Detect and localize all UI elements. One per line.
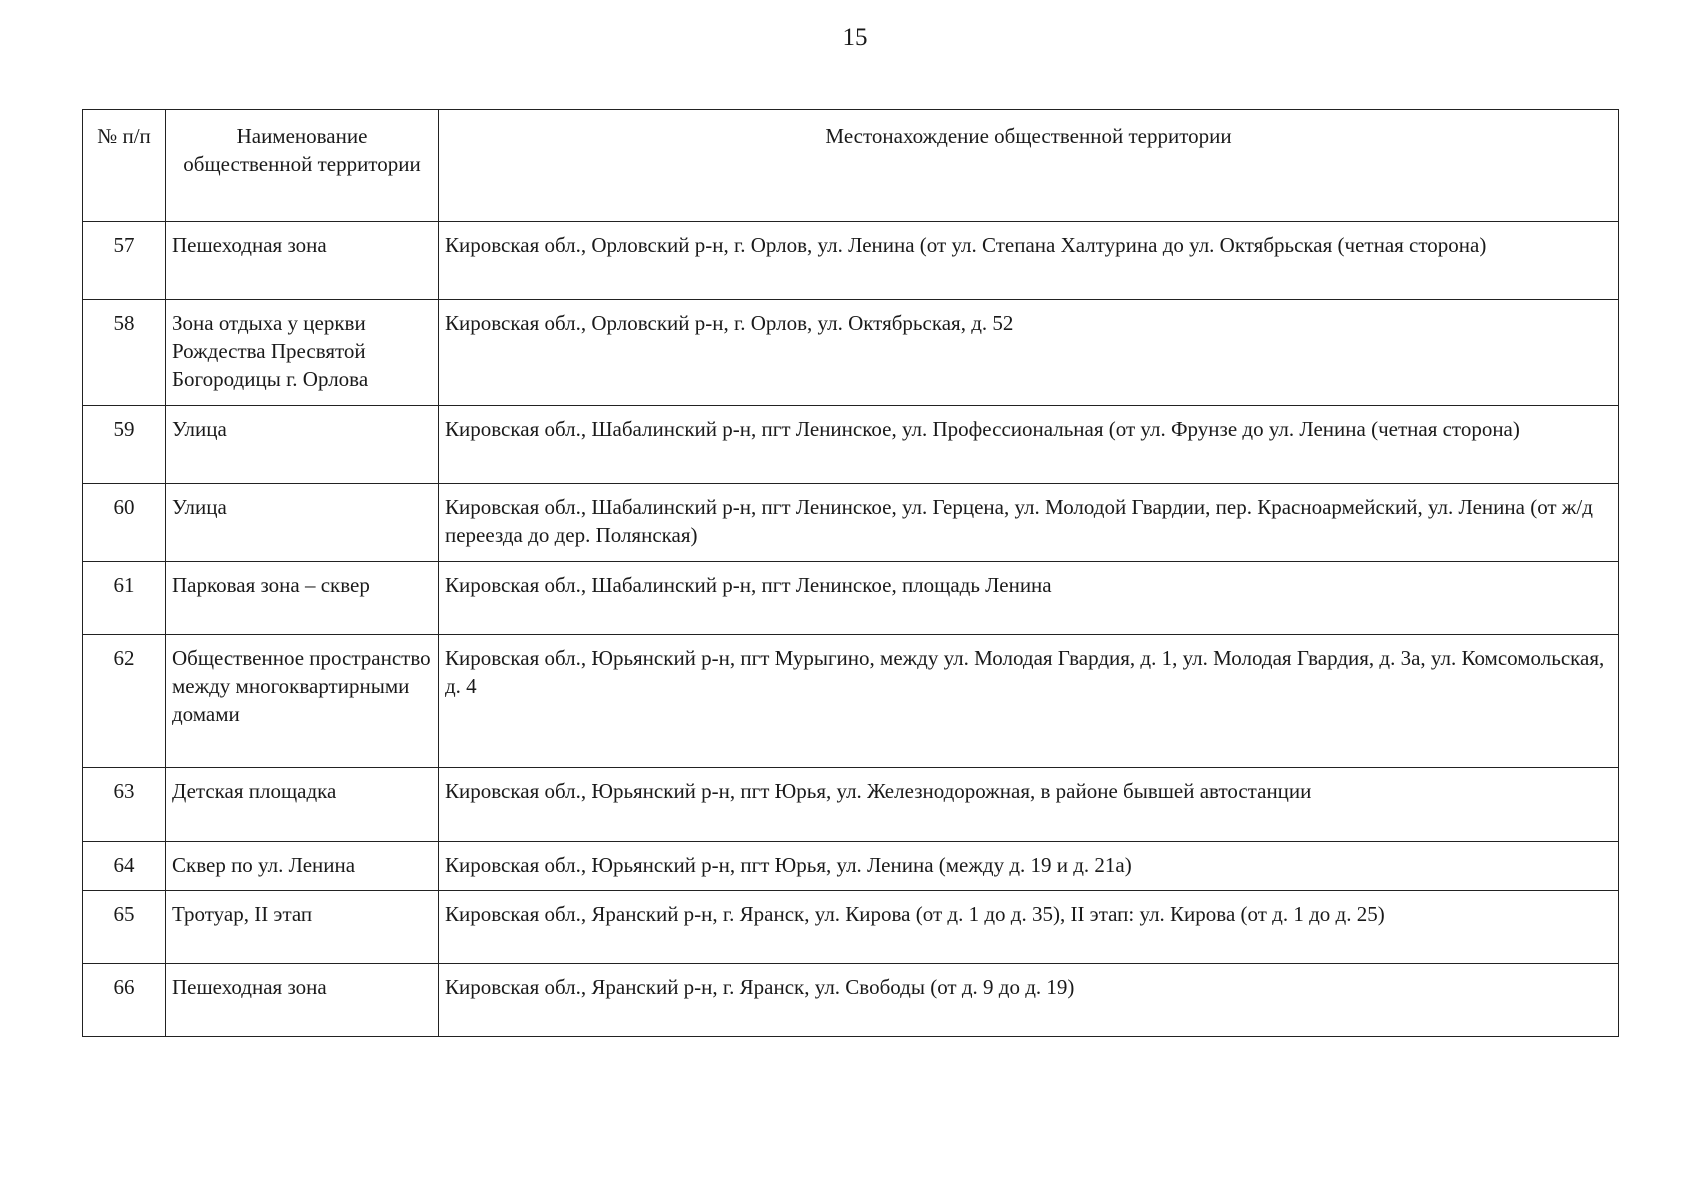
header-num: № п/п	[83, 110, 166, 222]
row-location: Кировская обл., Шабалинский р-н, пгт Ленинское, ул. Герцена, ул. Молодой Гвардии, пер. Красноармейский, ул. Ленина (от ж/д переезда до дер. Полянская)	[439, 484, 1619, 562]
row-num: 66	[83, 964, 166, 1037]
row-name: Парковая зона – сквер	[166, 562, 439, 635]
row-num: 57	[83, 222, 166, 300]
row-name: Пешеходная зона	[166, 964, 439, 1037]
row-name: Улица	[166, 406, 439, 484]
page-number: 15	[842, 24, 868, 51]
table-row	[83, 406, 1619, 484]
header-name: Наименование общественной территории	[166, 110, 439, 222]
header-location: Местонахождение общественной территории	[439, 110, 1619, 222]
row-location: Кировская обл., Орловский р-н, г. Орлов, ул. Ленина (от ул. Степана Халтурина до ул. Октябрьская (четная сторона)	[439, 222, 1619, 300]
row-num: 62	[83, 635, 166, 768]
row-location: Кировская обл., Юрьянский р-н, пгт Юрья, ул. Железнодорожная, в районе бывшей автостанции	[439, 768, 1619, 842]
row-location: Кировская обл., Шабалинский р-н, пгт Ленинское, площадь Ленина	[439, 562, 1619, 635]
row-num: 58	[83, 300, 166, 406]
table-header-row	[83, 110, 1619, 222]
row-num: 60	[83, 484, 166, 562]
row-name: Тротуар, II этап	[166, 891, 439, 964]
row-location: Кировская обл., Яранский р-н, г. Яранск, ул. Свободы (от д. 9 до д. 19)	[439, 964, 1619, 1037]
row-location: Кировская обл., Юрьянский р-н, пгт Юрья, ул. Ленина (между д. 19 и д. 21а)	[439, 842, 1619, 891]
table-row	[83, 842, 1619, 891]
row-location: Кировская обл., Шабалинский р-н, пгт Ленинское, ул. Профессиональная (от ул. Фрунзе до ул. Ленина (четная сторона)	[439, 406, 1619, 484]
row-num: 64	[83, 842, 166, 891]
row-name: Пешеходная зона	[166, 222, 439, 300]
row-location: Кировская обл., Яранский р-н, г. Яранск, ул. Кирова (от д. 1 до д. 35), II этап: ул. Кирова (от д. 1 до д. 25)	[439, 891, 1619, 964]
row-num: 61	[83, 562, 166, 635]
table-row	[83, 562, 1619, 635]
table-row	[83, 964, 1619, 1037]
row-num: 63	[83, 768, 166, 842]
row-location: Кировская обл., Орловский р-н, г. Орлов, ул. Октябрьская, д. 52	[439, 300, 1619, 406]
row-name: Улица	[166, 484, 439, 562]
row-name: Детская площадка	[166, 768, 439, 842]
table-row	[83, 222, 1619, 300]
table-row	[83, 891, 1619, 964]
territories-table	[82, 109, 1619, 1037]
row-name: Сквер по ул. Ленина	[166, 842, 439, 891]
table-row	[83, 300, 1619, 406]
table-row	[83, 484, 1619, 562]
row-num: 59	[83, 406, 166, 484]
row-name: Зона отдыха у церкви Рождества Пресвятой Богородицы г. Орлова	[166, 300, 439, 406]
row-num: 65	[83, 891, 166, 964]
row-location: Кировская обл., Юрьянский р-н, пгт Мурыгино, между ул. Молодая Гвардия, д. 1, ул. Молодая Гвардия, д. 3а, ул. Комсомольская, д. 4	[439, 635, 1619, 768]
table-row	[83, 635, 1619, 768]
row-name: Общественное пространство между многоквартирными домами	[166, 635, 439, 768]
table-row	[83, 768, 1619, 842]
